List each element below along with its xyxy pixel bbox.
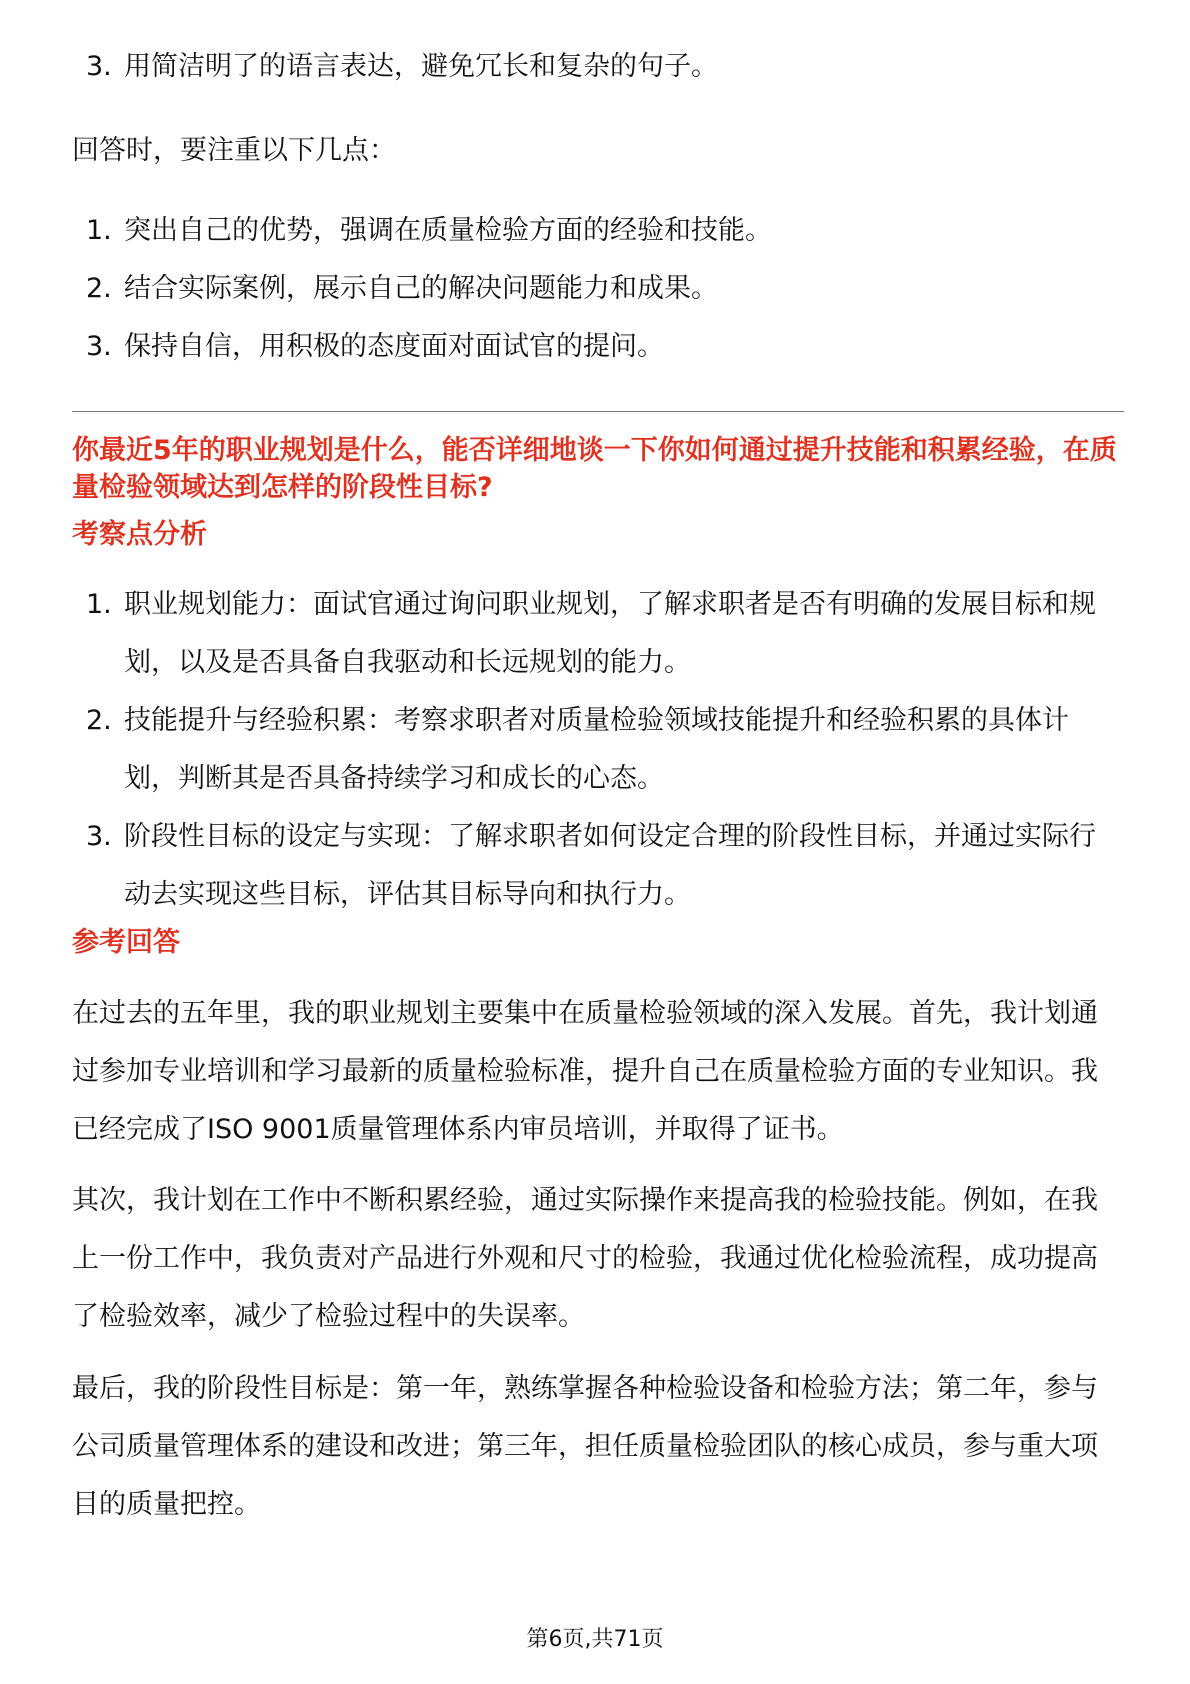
answer-tips-list: [72, 202, 1122, 376]
list-text: 保持自信，用积极的态度面对面试官的提问。: [124, 331, 664, 362]
reference-heading: 参考回答: [72, 927, 180, 958]
list-item: [72, 576, 1122, 692]
list-item: [72, 38, 1122, 96]
list-item: [72, 692, 1122, 808]
page-footer: 第6页,共71页: [526, 1627, 664, 1652]
list-item: [72, 260, 1122, 318]
list-item: [72, 202, 1122, 260]
list-number: 3.: [86, 821, 112, 852]
list-text: 阶段性目标的设定与实现：了解求职者如何设定合理的阶段性目标，并通过实际行动去实现这些目标，评估其目标导向和执行力。: [124, 821, 1096, 910]
list-item: [72, 318, 1122, 376]
list-text: 结合实际案例，展示自己的解决问题能力和成果。: [124, 273, 718, 304]
list-text: 用简洁明了的语言表达，避免冗长和复杂的句子。: [124, 51, 718, 82]
question-title: 你最近5年的职业规划是什么，能否详细地谈一下你如何通过提升技能和积累经验，在质量检验领域达到怎样的阶段性目标?: [72, 435, 1117, 503]
analysis-list: [72, 576, 1122, 924]
list-number: 3.: [86, 51, 112, 82]
top-list: [72, 38, 1122, 96]
list-item: [72, 808, 1122, 924]
list-number: 1.: [86, 215, 112, 246]
answer-tip-intro: 回答时，要注重以下几点：: [72, 135, 396, 166]
list-number: 2.: [86, 705, 112, 736]
list-number: 2.: [86, 273, 112, 304]
section-divider: [72, 411, 1124, 412]
reference-paragraph: 其次，我计划在工作中不断积累经验，通过实际操作来提高我的检验技能。例如，在我上一份工作中，我负责对产品进行外观和尺寸的检验，我通过优化检验流程，成功提高了检验效率，减少了检验过程中的失误率。: [72, 1185, 1098, 1332]
list-text: 突出自己的优势，强调在质量检验方面的经验和技能。: [124, 215, 772, 246]
analysis-heading: 考察点分析: [72, 519, 207, 550]
list-text: 技能提升与经验积累：考察求职者对质量检验领域技能提升和经验积累的具体计划，判断其是否具备持续学习和成长的心态。: [124, 705, 1069, 794]
list-text: 职业规划能力：面试官通过询问职业规划，了解求职者是否有明确的发展目标和规划，以及是否具备自我驱动和长远规划的能力。: [124, 589, 1096, 678]
list-number: 1.: [86, 589, 112, 620]
list-number: 3.: [86, 331, 112, 362]
reference-paragraph: 在过去的五年里，我的职业规划主要集中在质量检验领域的深入发展。首先，我计划通过参加专业培训和学习最新的质量检验标准，提升自己在质量检验方面的专业知识。我已经完成了ISO 9001质量管理体系内审员培训，并取得了证书。: [72, 998, 1098, 1145]
reference-paragraph: 最后，我的阶段性目标是：第一年，熟练掌握各种检验设备和检验方法；第二年，参与公司质量管理体系的建设和改进；第三年，担任质量检验团队的核心成员，参与重大项目的质量把控。: [72, 1373, 1098, 1520]
